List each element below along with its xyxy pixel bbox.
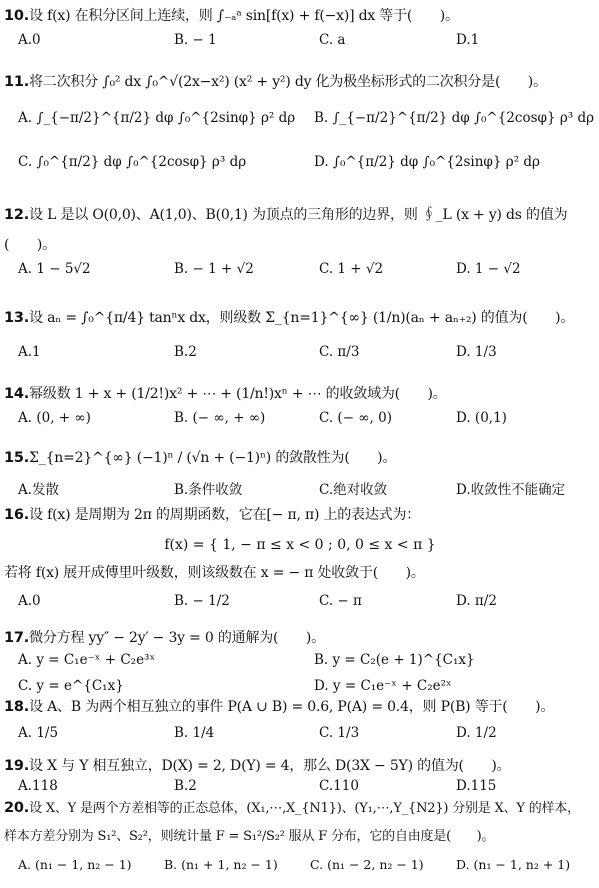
question-number: 10. <box>4 8 30 24</box>
question-number: 19. <box>4 758 30 774</box>
options <box>4 593 596 615</box>
option-b[interactable]: B.2 <box>174 344 197 360</box>
option-d[interactable]: D. 1/2 <box>456 725 497 741</box>
question-12 <box>4 205 596 283</box>
question-number: 15. <box>4 450 30 466</box>
option-c[interactable]: C.110 <box>319 778 359 794</box>
option-a[interactable]: A.118 <box>18 778 58 794</box>
option-c[interactable]: C. 1 + √2 <box>319 261 384 277</box>
option-a[interactable]: A. 1 − 5√2 <box>18 261 91 277</box>
option-c[interactable]: C. − π <box>319 593 362 609</box>
question-number: 17. <box>4 630 30 646</box>
option-d[interactable]: D. 1 − √2 <box>456 261 521 277</box>
question-stem-continued: 样本方差分别为 S₁²、S₂²，则统计量 F = S₁²/S₂² 服从 F 分布，它的自由度是( )。 <box>4 829 495 844</box>
question-number: 18. <box>4 699 30 715</box>
question-number: 20. <box>4 800 30 816</box>
question-10 <box>4 6 596 54</box>
question-stem: 微分方程 yy″ − 2y′ − 3y = 0 的通解为( )。 <box>29 630 325 646</box>
option-d[interactable]: D.收敛性不能确定 <box>456 482 566 498</box>
option-c[interactable]: C. 1/3 <box>319 725 360 741</box>
question-stem: 幂级数 1 + x + (1/2!)x² + ⋯ + (1/n!)xⁿ + ⋯ 的收敛域为( )。 <box>29 386 447 402</box>
option-b[interactable]: B. ∫_{−π/2}^{π/2} dφ ∫₀^{2cosφ} ρ³ dρ <box>314 110 595 126</box>
options <box>4 725 596 747</box>
question-stem: 将二次积分 ∫₀² dx ∫₀^√(2x−x²) (x² + y²) dy 化为极坐标形式的二次积分是( )。 <box>29 74 547 90</box>
question-13 <box>4 308 596 366</box>
question-stem: 设 A、B 为两个相互独立的事件 P(A ∪ B) = 0.6, P(A) = 0.4，则 P(B) 等于( )。 <box>29 699 555 715</box>
option-c[interactable]: C.绝对收敛 <box>319 482 388 498</box>
question-stem: Σ_{n=2}^{∞} (−1)ⁿ / (√n + (−1)ⁿ) 的敛散性为( )。 <box>29 450 397 466</box>
question-number: 16. <box>4 507 30 523</box>
option-b[interactable]: B.条件收敛 <box>174 482 243 498</box>
option-c[interactable]: C. a <box>319 32 346 48</box>
question-stem-continued: ( )。 <box>4 237 56 253</box>
option-a[interactable]: A. y = C₁e⁻ˣ + C₂e³ˣ <box>18 652 156 668</box>
question-16 <box>4 505 596 615</box>
options <box>4 32 596 54</box>
option-b[interactable]: B. − 1/2 <box>174 593 230 609</box>
option-b[interactable]: B. y = C₂(e + 1)^{C₁x} <box>314 652 475 668</box>
question-number: 13. <box>4 310 30 326</box>
question-17 <box>4 628 596 700</box>
question-number: 14. <box>4 386 30 402</box>
option-a[interactable]: A.0 <box>18 32 41 48</box>
question-stem: 设 aₙ = ∫₀^{π/4} tanⁿx dx，则级数 Σ_{n=1}^{∞} (1/n)(aₙ + aₙ₊₂) 的值为( )。 <box>29 310 575 326</box>
option-a[interactable]: A. 1/5 <box>18 725 59 741</box>
question-stem-continued: 若将 f(x) 展开成傅里叶级数，则该级数在 x = − π 处收敛于( )。 <box>4 565 425 581</box>
option-b[interactable]: B. (− ∞, + ∞) <box>174 410 266 426</box>
option-a[interactable]: A.发散 <box>18 482 60 498</box>
options <box>4 261 596 283</box>
question-stem: 设 L 是以 O(0,0)、A(1,0)、B(0,1) 为顶点的三角形的边界，则 ∮_L (x + y) ds 的值为 <box>29 207 568 223</box>
question-18 <box>4 697 596 747</box>
option-d[interactable]: D.1 <box>456 32 480 48</box>
options <box>4 410 596 432</box>
question-19 <box>4 756 596 800</box>
option-d[interactable]: D. y = C₁e⁻ˣ + C₂e²ˣ <box>314 678 452 694</box>
option-b[interactable]: B. − 1 + √2 <box>174 261 254 277</box>
option-a[interactable]: A. (n₁ − 1, n₂ − 1) <box>18 857 132 872</box>
option-a[interactable]: A.0 <box>18 593 41 609</box>
option-a[interactable]: A. ∫_{−π/2}^{π/2} dφ ∫₀^{2sinφ} ρ² dρ <box>18 110 296 126</box>
piecewise-formula: f(x) = { 1, − π ≤ x < 0 ; 0, 0 ≤ x < π } <box>164 537 436 553</box>
question-stem: 设 f(x) 在积分区间上连续，则 ∫₋ₐᵃ sin[f(x) + f(−x)] dx 等于( )。 <box>29 8 459 24</box>
option-b[interactable]: B.2 <box>174 778 197 794</box>
question-15 <box>4 448 596 500</box>
option-b[interactable]: B. 1/4 <box>174 725 215 741</box>
options <box>4 478 596 500</box>
option-c[interactable]: C. (n₁ − 2, n₂ − 1) <box>310 857 424 872</box>
question-20 <box>4 798 596 879</box>
options <box>4 652 596 700</box>
option-d[interactable]: D. 1/3 <box>456 344 497 360</box>
options <box>4 778 596 800</box>
option-c[interactable]: C. ∫₀^{π/2} dφ ∫₀^{2cosφ} ρ³ dρ <box>18 154 247 170</box>
options <box>4 857 596 879</box>
option-b[interactable]: B. (n₁ + 1, n₂ − 1) <box>164 857 278 872</box>
option-b[interactable]: B. − 1 <box>174 32 217 48</box>
question-14 <box>4 384 596 432</box>
option-a[interactable]: A.1 <box>18 344 41 360</box>
option-c[interactable]: C. y = e^{C₁x} <box>18 678 124 694</box>
option-d[interactable]: D. (0,1) <box>456 410 507 426</box>
option-d[interactable]: D. (n₁ − 1, n₂ + 1) <box>456 857 571 872</box>
question-stem: 设 f(x) 是周期为 2π 的周期函数，它在[− π, π) 上的表达式为： <box>29 507 421 523</box>
question-stem: 设 X 与 Y 相互独立，D(X) = 2, D(Y) = 4，那么 D(3X − 5Y) 的值为( )。 <box>29 758 511 774</box>
options <box>4 344 596 366</box>
option-d[interactable]: D.115 <box>456 778 497 794</box>
options <box>4 110 596 170</box>
option-a[interactable]: A. (0, + ∞) <box>18 410 91 426</box>
option-d[interactable]: D. ∫₀^{π/2} dφ ∫₀^{2sinφ} ρ² dρ <box>314 154 540 170</box>
question-stem: 设 X、Y 是两个方差相等的正态总体，(X₁,⋯,X_{N1})、(Y₁,⋯,Y_{N2}) 分别是 X、Y 的样本， <box>29 801 580 816</box>
option-c[interactable]: C. (− ∞, 0) <box>319 410 392 426</box>
question-number: 11. <box>4 74 30 90</box>
option-c[interactable]: C. π/3 <box>319 344 360 360</box>
option-d[interactable]: D. π/2 <box>456 593 497 609</box>
question-11 <box>4 72 596 170</box>
question-number: 12. <box>4 207 30 223</box>
